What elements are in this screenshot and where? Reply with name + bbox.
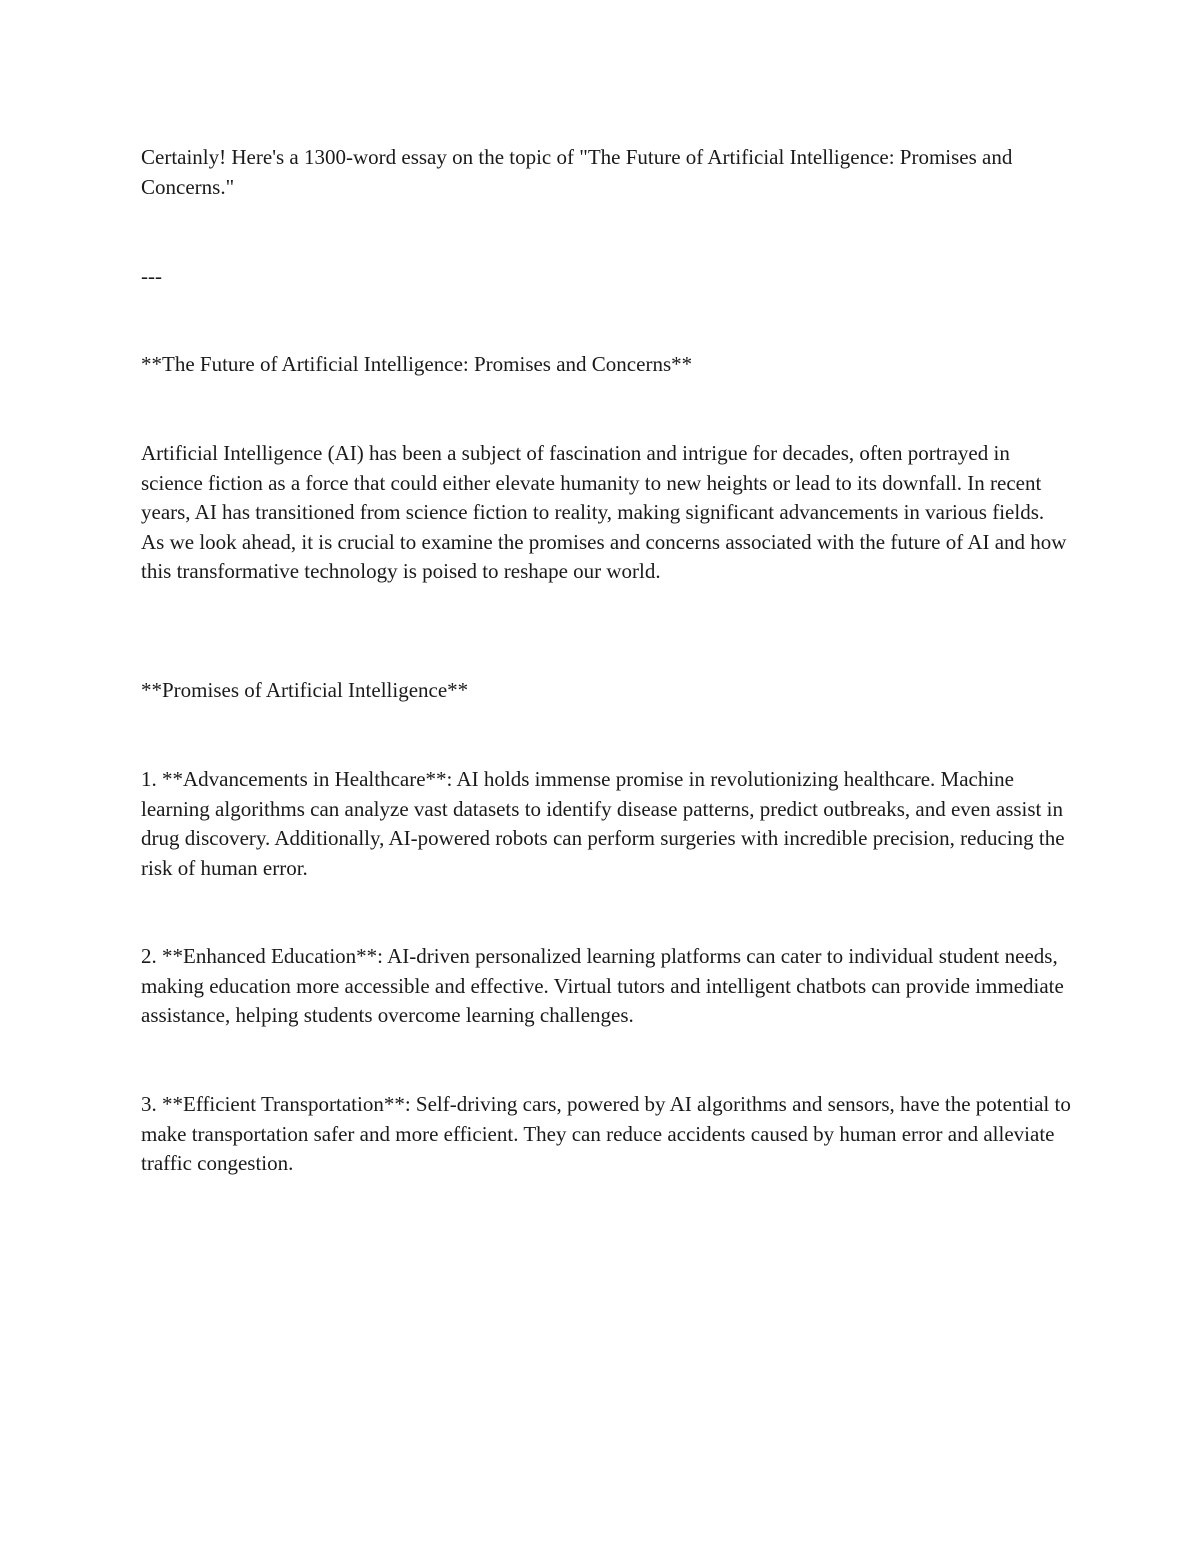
section-separator: --- xyxy=(141,264,162,288)
list-item-transportation: 3. **Efficient Transportation**: Self-driving cars, powered by AI algorithms and sensors, have the potential to make transportation safer and more efficient. They can reduce accidents caused by human error and alleviate traffic congestion. xyxy=(141,1092,1071,1175)
list-item-education: 2. **Enhanced Education**: AI-driven personalized learning platforms can cater to individual student needs, making education more accessible and effective. Virtual tutors and intelligent chatbots can provide immediate assistance, helping students overcome learning challenges. xyxy=(141,944,1064,1027)
list-item-healthcare: 1. **Advancements in Healthcare**: AI holds immense promise in revolutionizing healthcare. Machine learning algorithms can analyze vast datasets to identify disease patterns, predict outbreaks, and even assist in drug discovery. Additionally, AI-powered robots can perform surgeries with incredible precision, reducing the risk of human error. xyxy=(141,767,1065,880)
intro-body-paragraph: Artificial Intelligence (AI) has been a subject of fascination and intrigue for decades, often portrayed in science fiction as a force that could either elevate humanity to new heights or lead to its downfall. In recent years, AI has transitioned from science fiction to reality, making significant advancements in various fields. As we look ahead, it is crucial to examine the promises and concerns associated with the future of AI and how this transformative technology is poised to reshape our world. xyxy=(141,441,1067,583)
promises-heading: **Promises of Artificial Intelligence** xyxy=(141,678,469,702)
intro-paragraph: Certainly! Here's a 1300-word essay on the topic of "The Future of Artificial Intelligence: Promises and Concerns." xyxy=(141,145,1013,199)
essay-title: **The Future of Artificial Intelligence: Promises and Concerns** xyxy=(141,352,693,376)
